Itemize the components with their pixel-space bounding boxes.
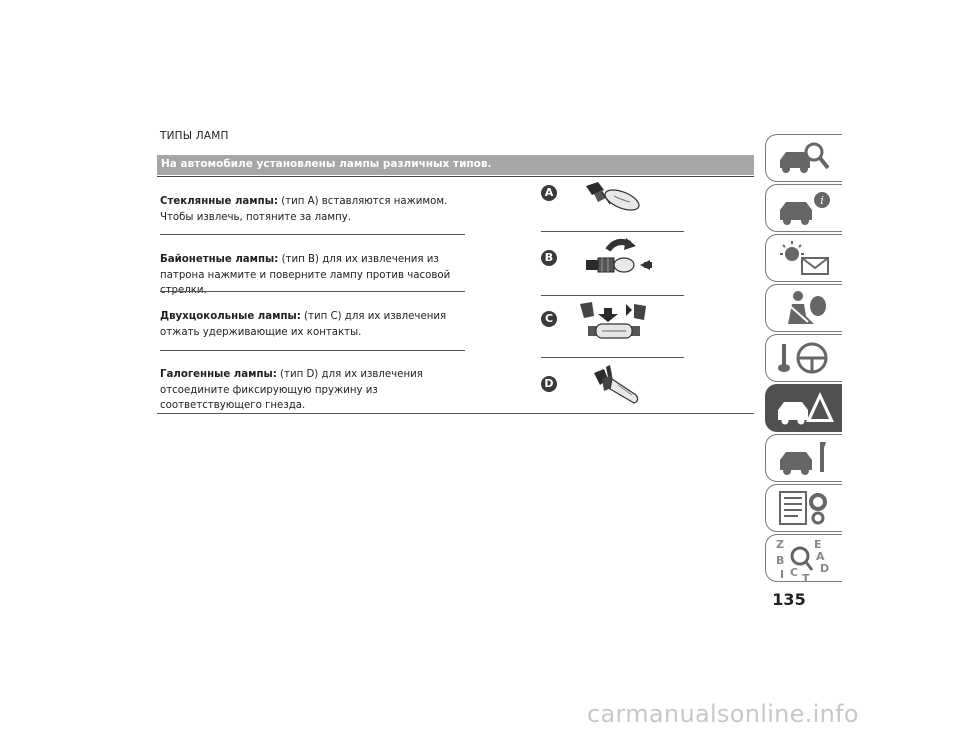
divider <box>160 234 465 235</box>
paragraph-halogen-lamps <box>160 367 470 414</box>
specifications-gear-icon <box>774 488 836 528</box>
divider <box>157 413 754 414</box>
tab-warning-lights[interactable] <box>765 234 842 282</box>
tab-maintenance[interactable] <box>765 434 842 482</box>
car-service-wrench-icon <box>774 438 836 478</box>
index-letter: E <box>814 538 822 551</box>
divider <box>160 350 465 351</box>
tab-safety[interactable] <box>765 284 842 332</box>
lamp-type-text: (тип B) для их извлечения из патрона нажмите и поверните лампу против часовой <box>160 254 451 281</box>
divider <box>541 231 684 232</box>
festoon-lamp-illustration <box>578 300 650 344</box>
lamp-type-text: (тип A) вставляются нажимом. Чтобы извлечь, потяните за лампу. <box>160 196 448 223</box>
tab-specifications[interactable] <box>765 484 842 532</box>
car-info-icon <box>774 188 836 228</box>
lamp-type-name: Двухцокольные лампы: <box>160 311 301 322</box>
halogen-lamp-illustration <box>590 365 650 407</box>
index-letter: T <box>802 572 810 582</box>
lamp-label-b: B <box>541 250 557 266</box>
car-magnifier-icon <box>774 138 836 178</box>
paragraph-festoon-lamps <box>160 309 470 340</box>
index-letter: D <box>820 562 830 575</box>
warning-light-envelope-icon <box>774 238 836 278</box>
alphabetical-index-icon <box>774 538 836 582</box>
divider <box>541 295 684 296</box>
lamp-type-text: (тип C) для их извлечения отжать удерживающие их контакты. <box>160 311 447 338</box>
lamp-label-d: D <box>541 376 557 392</box>
divider <box>160 291 465 292</box>
airbag-passenger-icon <box>774 288 836 328</box>
index-letter: Z <box>776 538 784 551</box>
index-letter: I <box>780 568 785 581</box>
index-letter: A <box>816 550 825 563</box>
tab-car-info[interactable] <box>765 184 842 232</box>
tab-driving[interactable] <box>765 334 842 382</box>
lamp-type-text: (тип D) для их извлечения отсоедините фиксирующую пружину из соответствующего гнезда. <box>160 369 423 411</box>
info-banner <box>157 155 754 175</box>
lamp-type-name: Галогенные лампы: <box>160 369 277 380</box>
gearshift-steering-icon <box>774 338 836 378</box>
lamp-label-a: A <box>541 185 557 201</box>
glass-lamp-illustration <box>580 178 650 218</box>
bayonet-lamp-illustration <box>582 236 654 278</box>
lamp-type-name: Стеклянные лампы: <box>160 196 278 207</box>
watermark: carmanualsonline.info <box>587 700 859 728</box>
car-breakdown-triangle-icon <box>774 388 836 428</box>
tab-car-magnifier[interactable] <box>765 134 842 182</box>
index-letter: B <box>776 554 785 567</box>
lamp-type-name: Байонетные лампы: <box>160 254 279 265</box>
svg-text:i: i <box>820 194 824 207</box>
lamp-label-c: C <box>541 311 557 327</box>
section-title: ТИПЫ ЛАМП <box>160 130 229 142</box>
tab-index[interactable] <box>765 534 842 582</box>
tab-emergency[interactable] <box>765 384 842 432</box>
page-number: 135 <box>772 590 806 609</box>
banner-text: На автомобиле установлены лампы различных типов. <box>161 158 492 170</box>
divider <box>541 357 684 358</box>
divider <box>157 176 754 177</box>
paragraph-glass-lamps <box>160 194 470 225</box>
index-letter: C <box>790 566 799 579</box>
